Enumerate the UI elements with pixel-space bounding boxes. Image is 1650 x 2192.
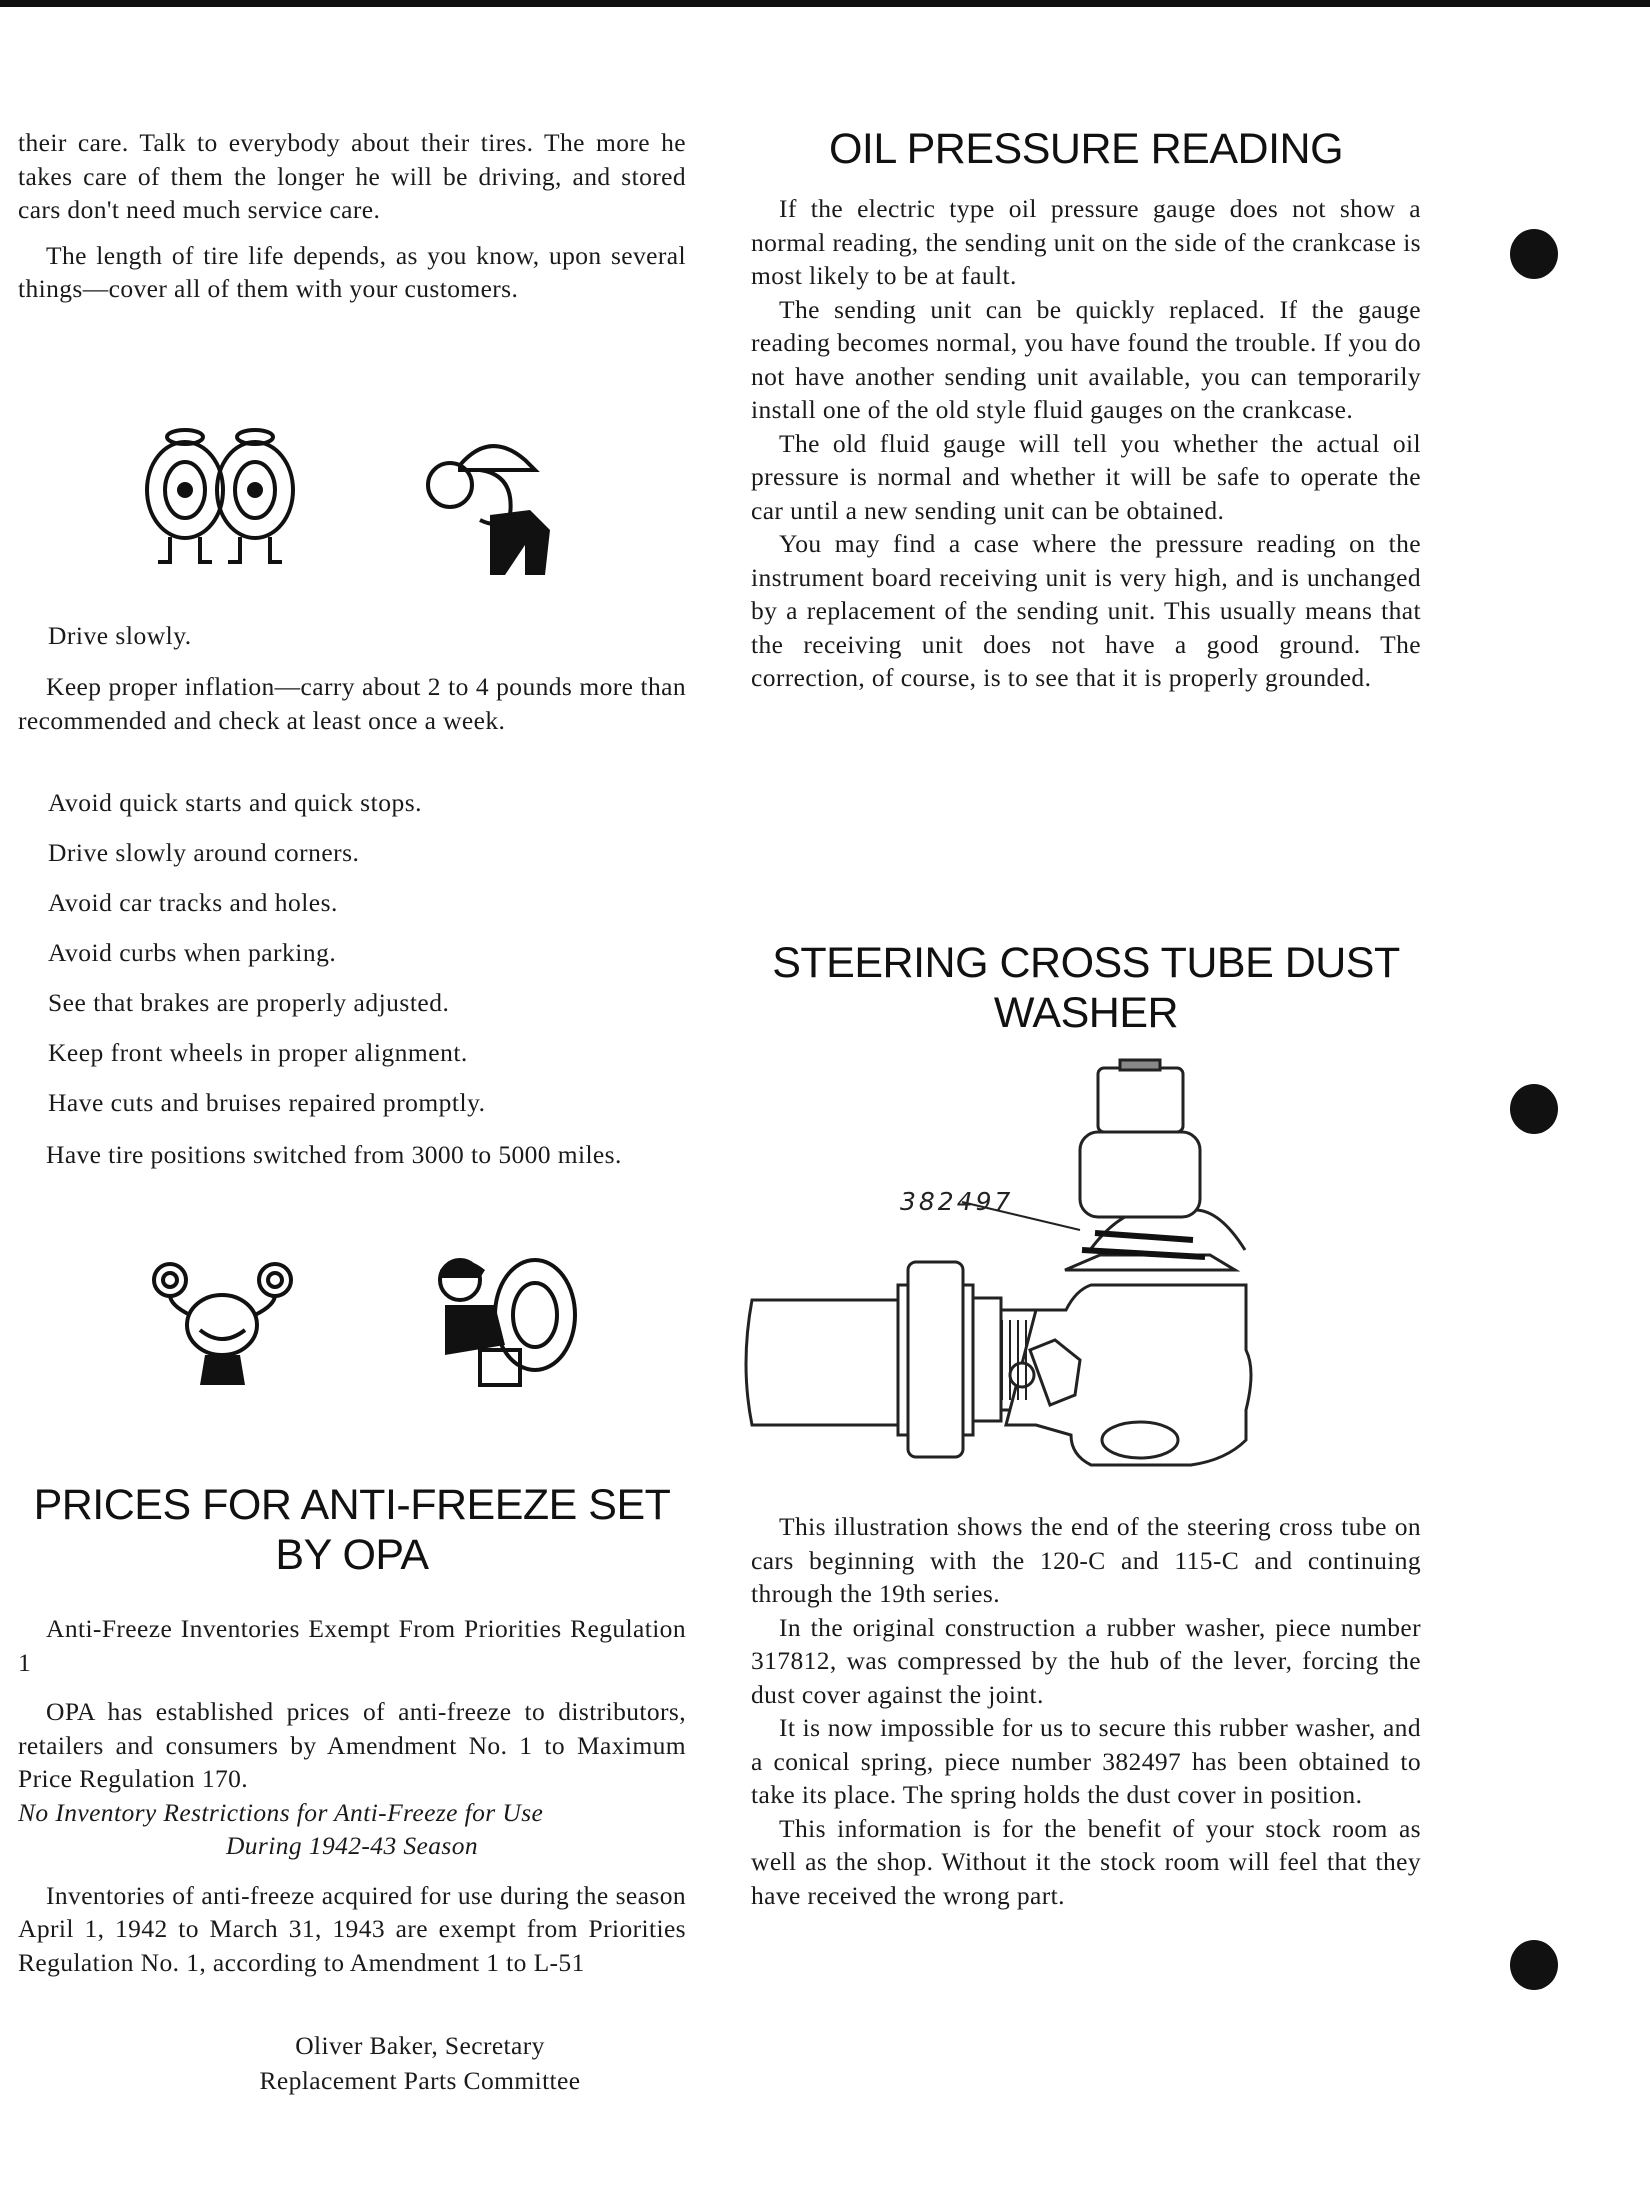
cross-tube-illustration (730, 1040, 1450, 1490)
detective-cartoon (420, 425, 570, 575)
paragraph: The old fluid gauge will tell you whether the actual oil pressure is normal and whether it will be safe to operate the car until a new sending unit can be obtained. (751, 428, 1421, 525)
heading-line: BY OPA (275, 1531, 429, 1579)
antifreeze-heading (18, 1480, 686, 1580)
paragraph: Anti-Freeze Inventories Exempt From Priorities Regulation 1 (18, 1614, 686, 1677)
paragraph: This information is for the benefit of your stock room as well as the shop. Without it the stock room will feel that they have received the wrong part. (751, 1813, 1421, 1910)
tire-characters-cartoon (130, 425, 340, 575)
top-border (0, 0, 1650, 7)
paragraph: The length of tire life depends, as you know, upon several things—cover all of them with your customers. (18, 240, 686, 303)
paragraph: The sending unit can be quickly replaced. If the gauge reading becomes normal, you have found the trouble. If you do not have another sending unit available, you can temporarily install one of the old style fluid gauges on the crankcase. (751, 294, 1421, 424)
mechanic-tire-cartoon (420, 1250, 590, 1400)
tip-item: Drive slowly. (48, 621, 192, 650)
paragraph: OPA has established prices of anti-freeze to distributors, retailers and consumers by Amendment No. 1 to Maximum Price Regulation 170. (18, 1697, 686, 1793)
paragraph: This illustration shows the end of the steering cross tube on cars beginning with the 120-C and 115-C and continuing through the 19th series. (751, 1512, 1421, 1608)
tip-item: Avoid quick starts and quick stops. (48, 788, 422, 817)
binder-hole (1510, 229, 1558, 279)
binder-hole (1510, 1940, 1558, 1990)
tip-item: Avoid curbs when parking. (48, 938, 337, 967)
antifreeze-body (18, 1612, 686, 1979)
tip-item (18, 670, 686, 737)
italic-note: During 1942-43 Season (225, 1831, 479, 1860)
paragraph: Have tire positions switched from 3000 to 5000 miles. (46, 1140, 622, 1169)
tip-item: Avoid car tracks and holes. (48, 888, 338, 917)
paragraph: It is now impossible for us to secure this rubber washer, and a conical spring, piece number 382497 has been obtained to take its place. The spring holds the dust cover in position. (751, 1713, 1421, 1809)
tire-care-intro (18, 126, 686, 306)
tip-item: Keep front wheels in proper alignment. (48, 1038, 468, 1067)
binder-hole (1510, 1084, 1558, 1134)
steering-heading (751, 938, 1421, 1038)
tip-item (18, 1138, 686, 1172)
signature-title: Replacement Parts Committee (259, 2066, 581, 2095)
tip-item: Have cuts and bruises repaired promptly. (48, 1088, 486, 1117)
tip-item: Drive slowly around corners. (48, 838, 360, 867)
italic-note: No Inventory Restrictions for Anti-Freeze for Use (18, 1797, 544, 1827)
paragraph: You may find a case where the pressure reading on the instrument board receiving unit is very high, and is unchanged by a replacement of the sending unit. This usually means that the receiving unit does not have a good ground. The correction, of course, is to see that it is properly grounded. (751, 529, 1421, 692)
paragraph: Inventories of anti-freeze acquired for use during the season April 1, 1942 to March 31, 1943 are exempt from Priorities Regulation No. 1, according to Amendment 1 to L-51 (18, 1880, 686, 1977)
part-number-label: 382497 (900, 1187, 1014, 1216)
paragraph: In the original construction a rubber washer, piece number 317812, was compressed by the hub of the lever, forcing the dust cover against the joint. (751, 1612, 1421, 1709)
paragraph: Keep proper inflation—carry about 2 to 4 pounds more than recommended and check at least once a week. (18, 672, 686, 735)
juggling-character-cartoon (140, 1250, 310, 1400)
steering-body (751, 1510, 1421, 1912)
signature-name: Oliver Baker, Secretary (295, 2031, 545, 2060)
oil-pressure-heading: OIL PRESSURE READING (828, 125, 1344, 173)
paragraph: their care. Talk to everybody about their tires. The more he takes care of them the longer he will be driving, and stored cars don't need much service care. (18, 128, 686, 224)
heading-line: PRICES FOR ANTI-FREEZE SET (33, 1481, 671, 1529)
oil-pressure-body (751, 192, 1421, 695)
paragraph: If the electric type oil pressure gauge does not show a normal reading, the sending unit on the side of the crankcase is most likely to be at fault. (751, 194, 1421, 290)
heading-line: STEERING CROSS TUBE DUST (772, 939, 1400, 987)
tip-item: See that brakes are properly adjusted. (48, 988, 450, 1017)
signature (160, 2028, 680, 2098)
heading-line: WASHER (993, 989, 1179, 1037)
